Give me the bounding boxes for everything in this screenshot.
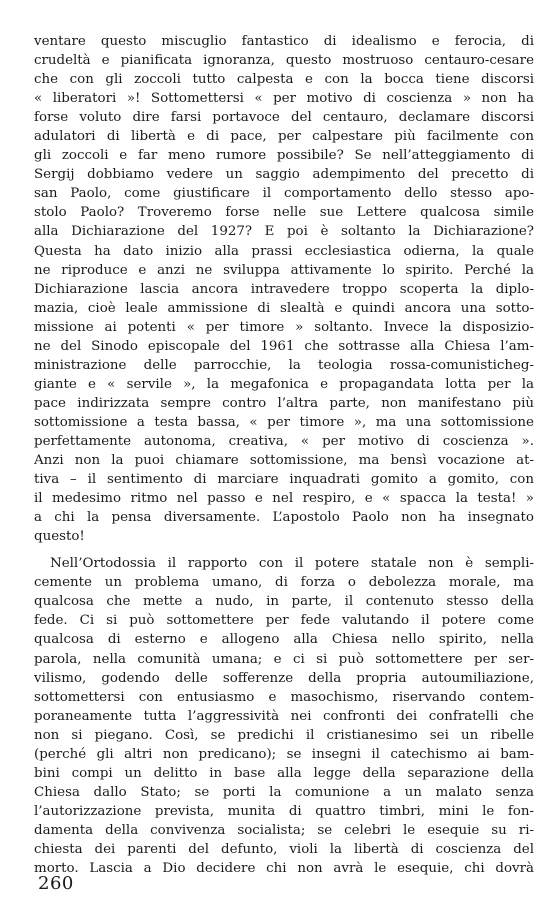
text-line: ministrazione delle parrocchie, la teologia rossa-comunisticheg- — [34, 357, 534, 373]
text-line: stolo Paolo? Troveremo forse nelle sue Lettere qualcosa simile — [34, 205, 534, 221]
text-line: poraneamente tutta l’aggressività nei confronti dei confratelli che — [34, 708, 534, 724]
paragraph-gap — [34, 546, 534, 554]
text-line: Chiesa dallo Stato; se porti la comunione a un malato senza — [34, 784, 534, 800]
text-line: gli zoccoli e far meno rumore possibile? Se nell’atteggiamento di — [34, 148, 534, 164]
text-line: vilismo, godendo delle sofferenze della propria autoumiliazione, — [34, 670, 534, 686]
text-line: damenta della convivenza socialista; se celebri le esequie su ri- — [34, 822, 534, 838]
text-line: ne del Sinodo episcopale del 1961 che sottrasse alla Chiesa l’am- — [34, 338, 534, 354]
text-line: a chi la pensa diversamente. L’apostolo Paolo non ha insegnato — [34, 510, 534, 526]
text-line: perfettamente autonoma, creativa, « per motivo di coscienza ». — [34, 433, 534, 449]
text-line: mazia, cioè leale ammissione di slealtà e quindi ancora una sotto- — [34, 300, 534, 316]
text-line: Questa ha dato inizio alla prassi ecclesiastica odierna, la quale — [34, 243, 534, 259]
text-line: forse voluto dire farsi portavoce del centauro, declamare discorsi — [34, 110, 534, 126]
text-line: non si piegano. Così, se predichi il cristianesimo sei un ribelle — [34, 727, 534, 743]
paragraph — [34, 32, 534, 546]
text-line: giante e « servile », la megafonica e propagandata lotta per la — [34, 376, 534, 392]
text-line: l’autorizzazione prevista, munita di quattro timbri, mini le fon- — [34, 803, 534, 819]
text-line: Sergij dobbiamo vedere un saggio adempimento del precetto di — [34, 167, 534, 183]
text-line: tiva – il sentimento di marciare inquadrati gomito a gomito, con — [34, 472, 534, 488]
text-line: san Paolo, come giustificare il comportamento dello stesso apo- — [34, 186, 534, 202]
text-line: qualcosa di esterno e allogeno alla Chiesa nello spirito, nella — [34, 632, 534, 648]
text-line: crudeltà e pianificata ignoranza, questo mostruoso centauro-cesare — [34, 53, 534, 69]
text-line: chiesta dei parenti del defunto, violi la libertà di coscienza del — [34, 841, 534, 857]
text-line: il medesimo ritmo nel passo e nel respiro, e « spacca la testa! » — [34, 491, 534, 507]
text-line: adulatori di libertà e di pace, per calpestare più facilmente con — [34, 129, 534, 145]
text-line: ventare questo miscuglio fantastico di idealismo e ferocia, di — [34, 34, 534, 49]
text-line: Anzi non la puoi chiamare sottomissione, ma bensì vocazione at- — [34, 453, 534, 469]
text-line: bini compi un delitto in base alla legge della separazione della — [34, 765, 534, 781]
text-line: Dichiarazione lascia ancora intravedere troppo scoperta la diplo- — [34, 281, 534, 297]
text-line: pace indirizzata sempre contro l’altra parte, non manifestano più — [34, 395, 534, 411]
paragraph — [34, 554, 534, 878]
text-line: sottomissione a testa bassa, « per timore », ma una sottomissione — [34, 414, 534, 430]
text-line: parola, nella comunità umana; e ci si può sottomettere per ser- — [34, 651, 534, 667]
text-line: sottomettersi con entusiasmo e masochismo, riservando contem- — [34, 689, 534, 705]
text-line: ne riproduce e anzi ne sviluppa attivamente lo spirito. Perché la — [34, 262, 534, 278]
text-line: fede. Ci si può sottomettere per fede valutando il potere come — [34, 613, 534, 629]
text-line: morto. Lascia a Dio decidere chi non avrà le esequie, chi dovrà — [34, 861, 534, 877]
body-text — [34, 32, 534, 878]
page-number: 260 — [38, 873, 74, 894]
text-line: che con gli zoccoli tutto calpesta e con la bocca tiene discorsi — [34, 72, 534, 88]
text-line: qualcosa che mette a nudo, in parte, il contenuto stesso della — [34, 594, 534, 610]
text-line: missione ai potenti « per timore » soltanto. Invece la disposizio- — [34, 319, 534, 335]
text-line: (perché gli altri non predicano); se insegni il catechismo ai bam- — [34, 746, 534, 762]
text-line: alla Dichiarazione del 1927? E poi è soltanto la Dichiarazione? — [34, 224, 534, 240]
text-line: « liberatori »! Sottomettersi « per motivo di coscienza » non ha — [34, 91, 534, 107]
text-line: questo! — [34, 529, 85, 545]
text-line: cemente un problema umano, di forza o debolezza morale, ma — [34, 575, 534, 591]
text-line: Nell’Ortodossia il rapporto con il potere statale non è sempli- — [50, 556, 534, 572]
